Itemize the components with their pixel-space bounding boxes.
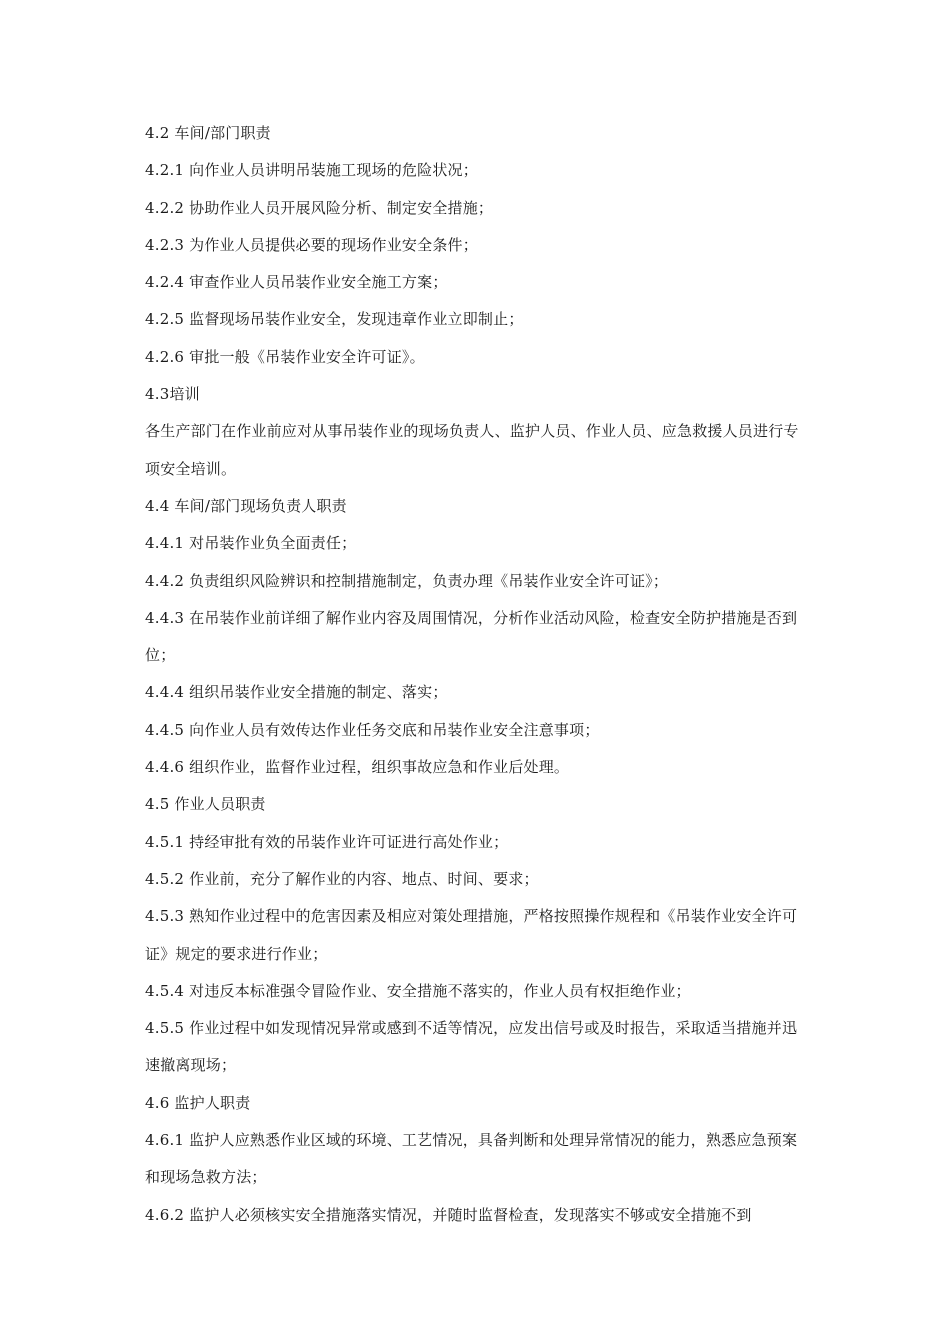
- section-heading: 4.6 监护人职责: [145, 1093, 251, 1112]
- body-paragraph: 各生产部门在作业前应对从事吊装作业的现场负责人、监护人员、作业人员、应急救援人员进行专项安全培训。: [145, 422, 799, 478]
- list-item: 4.2.2 协助作业人员开展风险分析、制定安全措施；: [145, 198, 494, 217]
- section-heading: 4.2 车间/部门职责: [145, 124, 271, 142]
- list-item: 4.4.5 向作业人员有效传达作业任务交底和吊装作业安全注意事项；: [145, 720, 600, 739]
- list-item: 4.4.3 在吊装作业前详细了解作业内容及周围情况，分析作业活动风险，检查安全防护措施是否到位；: [145, 608, 798, 665]
- list-item: 4.5.4 对违反本标准强令冒险作业、安全措施不落实的，作业人员有权拒绝作业；: [145, 981, 691, 1000]
- list-item: 4.6.2 监护人必须核实安全措施落实情况，并随时监督检查，发现落实不够或安全措施不到: [145, 1205, 752, 1224]
- list-item: 4.4.2 负责组织风险辨识和控制措施制定，负责办理《吊装作业安全许可证》；: [145, 571, 669, 590]
- list-item: 4.2.3 为作业人员提供必要的现场作业安全条件；: [145, 235, 478, 254]
- list-item: 4.6.1 监护人应熟悉作业区域的环境、工艺情况，具备判断和处理异常情况的能力，熟悉应急预案和现场急救方法；: [145, 1131, 798, 1187]
- list-item: 4.5.1 持经审批有效的吊装作业许可证进行高处作业；: [145, 832, 509, 851]
- list-item: 4.4.1 对吊装作业负全面责任；: [145, 534, 357, 553]
- list-item: 4.4.4 组织吊装作业安全措施的制定、落实；: [145, 683, 448, 702]
- list-item: 4.2.6 审批一般《吊装作业安全许可证》。: [145, 347, 425, 366]
- list-item: 4.4.6 组织作业，监督作业过程，组织事故应急和作业后处理。: [145, 758, 570, 777]
- section-heading: 4.5 作业人员职责: [145, 795, 266, 814]
- list-item: 4.2.4 审查作业人员吊装作业安全施工方案；: [145, 273, 448, 292]
- list-item: 4.5.5 作业过程中如发现情况异常或感到不适等情况，应发出信号或及时报告，采取适当措施并迅速撤离现场；: [145, 1019, 798, 1075]
- list-item: 4.5.2 作业前，充分了解作业的内容、地点、时间、要求；: [145, 869, 539, 888]
- section-heading: 4.4 车间/部门现场负责人职责: [145, 496, 347, 515]
- list-item: 4.2.5 监督现场吊装作业安全，发现违章作业立即制止；: [145, 310, 524, 329]
- document-page: [145, 115, 810, 1234]
- list-item: 4.2.1 向作业人员讲明吊装施工现场的危险状况；: [145, 161, 478, 180]
- list-item: 4.5.3 熟知作业过程中的危害因素及相应对策处理措施，严格按照操作规程和《吊装作业安全许可证》规定的要求进行作业；: [145, 907, 798, 963]
- section-heading: 4.3培训: [145, 385, 200, 404]
